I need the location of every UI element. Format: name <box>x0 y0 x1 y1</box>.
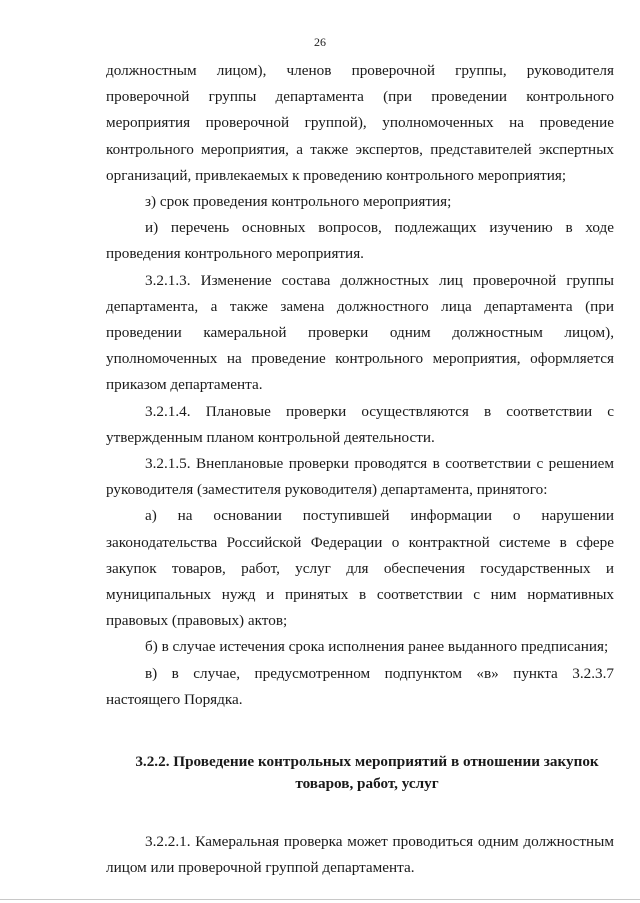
paragraph-3-2-2-1: 3.2.2.1. Камеральная проверка может проводиться одним должностным лицом или проверочной группой департамента. <box>106 833 614 877</box>
paragraph-item-v: в) в случае, предусмотренном подпунктом «в» пункта 3.2.3.7 настоящего Порядка. <box>106 664 614 708</box>
page-number: 26 <box>314 35 326 49</box>
section-heading-line-2: товаров, работ, услуг <box>295 775 439 793</box>
paragraph-item-b: б) в случае истечения срока исполнения ранее выданного предписания; <box>145 638 609 656</box>
section-heading-line-1: 3.2.2. Проведение контрольных мероприятий в отношении закупок <box>135 753 599 771</box>
paragraph-3-2-1-4: 3.2.1.4. Плановые проверки осуществляются в соответствии с утвержденным планом контрольной деятельности. <box>106 402 614 446</box>
paragraph-3-2-1-3: 3.2.1.3. Изменение состава должностных лиц проверочной группы департамента, а также замена должностного лица департамента (при проведении камеральной проверки одним должностным лицом), уполномоченных на проведение контрольного мероприятия, оформляется приказом департамента. <box>106 271 614 394</box>
page-bottom-edge <box>0 899 640 900</box>
paragraph-continuation: должностным лицом), членов проверочной группы, руководителя проверочной группы департамента (при проведении контрольного мероприятия проверочной группой), уполномоченных на проведение контрольного мероприятия, а также экспертов, представителей экспертных организаций, привлекаемых к проведению контрольного мероприятия; <box>106 62 614 184</box>
paragraph-item-i: и) перечень основных вопросов, подлежащих изучению в ходе проведения контрольного мероприятия. <box>106 219 614 263</box>
document-body <box>106 58 614 881</box>
paragraph-item-z: з) срок проведения контрольного мероприятия; <box>145 193 452 211</box>
paragraph-item-a: а) на основании поступившей информации о нарушении законодательства Российской Федерации о контрактной системе в сфере закупок товаров, работ, услуг для обеспечения государственных и муниципальных нужд и принятых в соответствии с ним нормативных правовых (правовых) актов; <box>106 507 614 630</box>
section-heading <box>106 751 614 795</box>
paragraph-3-2-1-5: 3.2.1.5. Внеплановые проверки проводятся в соответствии с решением руководителя (заместителя руководителя) департамента, принятого: <box>106 455 614 499</box>
